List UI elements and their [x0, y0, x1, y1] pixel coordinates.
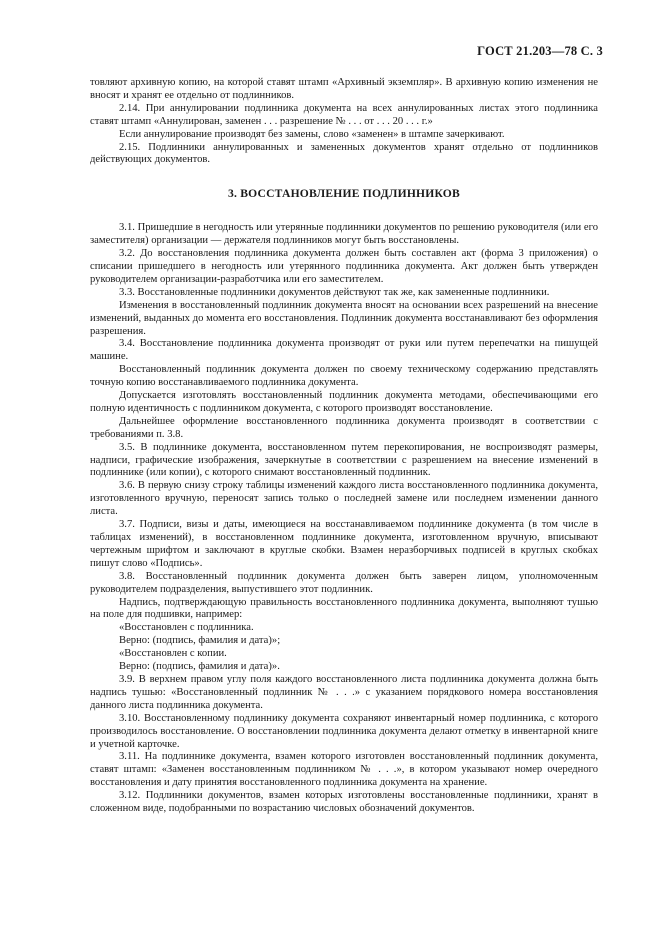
clause-3-5: 3.5. В подлиннике документа, восстановленном путем перекопирования, не воспроизводят размеры, надписи, графические изображения, зачеркнутые в соответствии с разрешением на внесение изменений в подлиннике (или копии), с которого снимают восстановленный подлинник.: [90, 441, 598, 479]
paragraph: Изменения в восстановленный подлинник документа вносят на основании всех разрешений на внесение изменений, выданных до момента его восстановления. Подлинник документа восстанавливают без оформления разрешения.: [90, 299, 598, 337]
example-inscription: «Восстановлен с копии.: [119, 648, 227, 660]
clause-3-1: 3.1. Пришедшие в негодность или утерянные подлинники документов по решению руководителя (или его заместителя) организации — держателя подлинников могут быть восстановлены.: [90, 222, 598, 247]
clause-3-8: 3.8. Восстановленный подлинник документа должен быть заверен лицом, уполномоченным руководителем подразделения, выпустившего этот подлинник.: [90, 570, 598, 595]
paragraph: Восстановленный подлинник документа должен по своему техническому содержанию представлять точную копию восстанавливаемого подлинника документа.: [90, 364, 598, 389]
clause-3-6: 3.6. В первую снизу строку таблицы изменений каждого листа восстановленного подлинника документа, изготовленного вручную, переносят запись только о последней замене или последнем изменении данного листа.: [90, 480, 598, 518]
paragraph: Допускается изготовлять восстановленный подлинник документа методами, обеспечивающими его полную идентичность с подлинником документа, с которого производят восстановление.: [90, 390, 598, 414]
clause-3-10: 3.10. Восстановленному подлиннику документа сохраняют инвентарный номер подлинника, с которого производилось восстановление. О восстановлении подлинника документа делают отметку в инвентарной книге и учетной карточке.: [90, 712, 598, 750]
clause-2-15: 2.15. Подлинники аннулированных и замененных документов хранят отдельно от подлинников действующих документов.: [90, 141, 598, 166]
running-title: ГОСТ 21.203—78 С. 3: [477, 44, 603, 58]
paragraph: Если аннулирование производят без замены, слово «заменен» в штампе зачеркивают.: [119, 128, 505, 140]
clause-2-14: 2.14. При аннулировании подлинника документа на всех аннулированных листах этого подлинника ставят штамп «Аннулирован, заменен . . . разрешение № . . . от . . . 20 . . . г.»: [90, 102, 598, 127]
document-body: [90, 77, 598, 816]
clause-3-3: 3.3. Восстановленные подлинники документов действуют так же, как замененные подлинники.: [119, 286, 550, 298]
clause-3-9: 3.9. В верхнем правом углу поля каждого восстановленного листа подлинника документа должна быть надпись тушью: «Восстановленный подлинник № . . .» с указанием порядкового номера восстановления данного листа подлинника документа.: [90, 673, 598, 711]
paragraph: товляют архивную копию, на которой ставят штамп «Архивный экземпляр». В архивную копию изменения не вносят и хранят ее отдельно от подлинников.: [90, 77, 598, 101]
paragraph: Надпись, подтверждающую правильность восстановленного подлинника документа, выполняют тушью на поле для подшивки, например:: [90, 596, 598, 621]
clause-3-2: 3.2. До восстановления подлинника документа должен быть составлен акт (форма 3 приложения) о списании пришедшего в негодность или утерянного подлинника документа. Акт должен быть утвержден руководителем организации-разработчика или его заместителем.: [90, 248, 598, 285]
example-inscription: «Восстановлен с подлинника.: [119, 622, 254, 634]
example-inscription: Верно: (подпись, фамилия и дата)».: [119, 661, 280, 673]
clause-3-7: 3.7. Подписи, визы и даты, имеющиеся на восстанавливаемом подлиннике документа (в том числе в таблицах изменений), в восстановленном подлиннике документа, изготовленном вручную, вписывают чертежным шрифтом и заключают в круглые скобки. Взамен неразборчивых подписей в круглых скобках пишут слово «Подпись».: [90, 519, 598, 569]
clause-3-11: 3.11. На подлиннике документа, взамен которого изготовлен восстановленный подлинник документа, ставят штамп: «Заменен восстановленным подлинником № . . .», в котором указывают номер очередного восстановления и дату принятия восстановленного подлинника документа на хранение.: [90, 751, 598, 789]
clause-3-12: 3.12. Подлинники документов, взамен которых изготовлены восстановленные подлинники, хранят в сложенном виде, подобранными по возрастанию числовых обозначений документов.: [90, 790, 598, 815]
example-inscription: Верно: (подпись, фамилия и дата)»;: [119, 635, 281, 647]
clause-3-4: 3.4. Восстановление подлинника документа производят от руки или путем перепечатки на пишущей машине.: [90, 338, 598, 363]
section-title: 3. ВОССТАНОВЛЕНИЕ ПОДЛИННИКОВ: [228, 187, 460, 201]
paragraph: Дальнейшее оформление восстановленного подлинника документа производят в соответствии с требованиями п. 3.8.: [90, 415, 598, 440]
